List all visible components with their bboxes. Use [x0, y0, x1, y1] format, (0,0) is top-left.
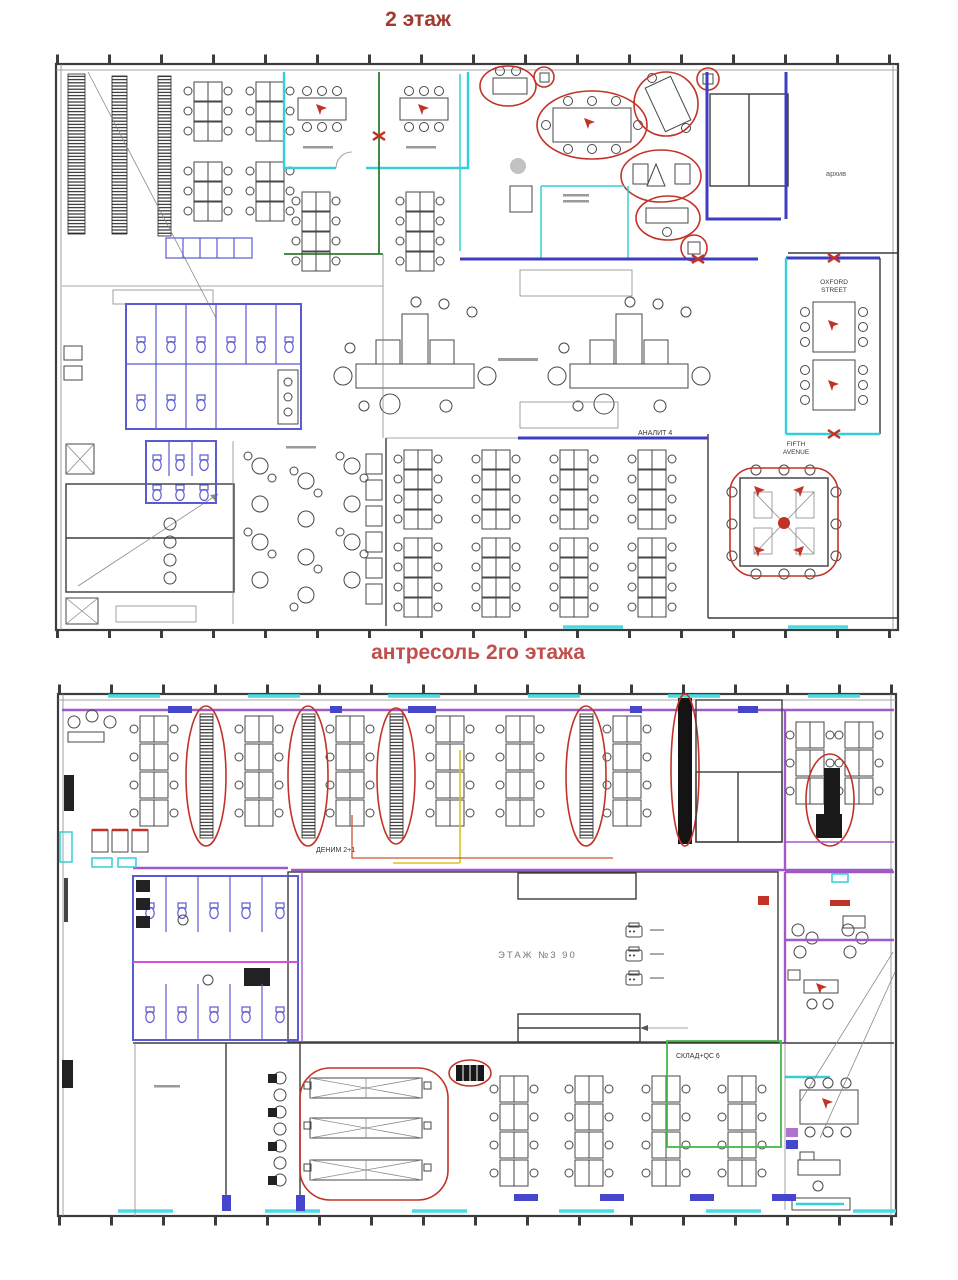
- floor2-open-office-top-left: [64, 72, 294, 474]
- floor2-plan: [48, 46, 908, 638]
- sklad-label: СКЛАД+QC 6: [676, 1053, 720, 1060]
- floor2-staircase-upper-right: [707, 72, 788, 219]
- floor2-meeting-rooms: [284, 72, 468, 271]
- floor2-title: 2 этаж: [385, 8, 451, 31]
- mezz-central-hall: [288, 872, 778, 1042]
- floor2-fifth-avenue-room: [708, 434, 898, 618]
- mezz-bottom-right-room: [785, 952, 895, 1210]
- fifth-label-2: AVENUE: [782, 449, 810, 456]
- floor2-director-zone: [460, 66, 758, 296]
- oxford-label-2: STREET: [821, 287, 847, 294]
- floor2-lounge-area: [334, 297, 710, 428]
- floor2-archive-room: [788, 169, 898, 253]
- floor2-staircase-lower-left: [66, 484, 234, 624]
- denim-label: ДЕНИМ 2+1: [316, 847, 356, 854]
- mezzanine-title: антресоль 2го этажа: [371, 641, 585, 664]
- mezz-staircase: [671, 694, 782, 846]
- red-annotation-tilted-table: [634, 72, 698, 136]
- floor2-open-office-bottom: [386, 430, 708, 617]
- archive-label: архив: [825, 169, 847, 178]
- floor2-cafe-area: [164, 438, 386, 626]
- fifth-label-1: FIFTH: [786, 441, 806, 448]
- floor2-wc-block-bottom: [146, 441, 216, 503]
- mezz-event-tables: [268, 1068, 448, 1200]
- analit-label: АНАЛИТ 4: [638, 430, 673, 437]
- mezz-wc-block: [133, 872, 302, 1043]
- mezz-bottom-band: [133, 952, 895, 1216]
- floor2-oxford-street-room: [786, 254, 880, 438]
- mezz-open-office-top: [62, 706, 894, 870]
- oxford-label-1: OXFORD: [820, 279, 848, 286]
- red-annotation-desk-1: [480, 66, 536, 106]
- hall-label: ЭТАЖ №3 90: [498, 950, 577, 961]
- floor2-wc-block-mid: [62, 254, 383, 438]
- mezz-left-room: [60, 710, 148, 1088]
- mezz-outer-walls: [58, 689, 896, 1221]
- mezzanine-plan: [48, 680, 908, 1232]
